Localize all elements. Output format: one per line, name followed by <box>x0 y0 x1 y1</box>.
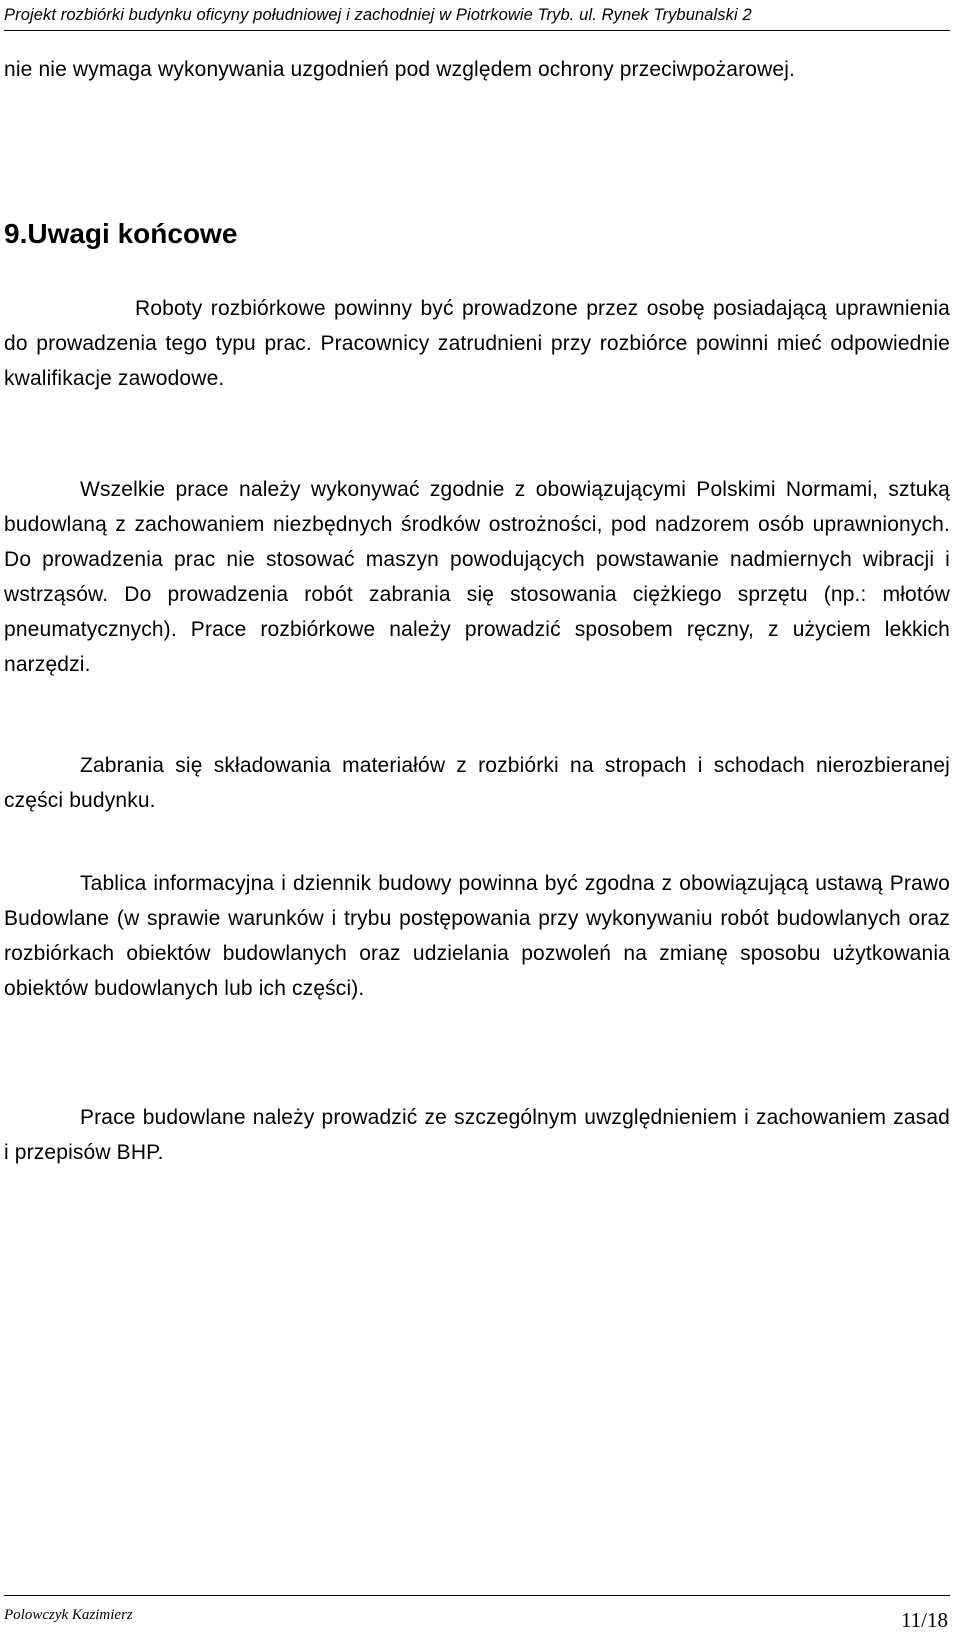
document-header: Projekt rozbiórki budynku oficyny południowej i zachodniej w Piotrkowie Tryb. ul. Rynek Trybunalski 2 <box>4 4 950 31</box>
footer-author: Polowczyk Kazimierz <box>4 1607 133 1623</box>
paragraph-2: Wszelkie prace należy wykonywać zgodnie z obowiązującymi Polskimi Normami, sztuką budowlaną z zachowaniem niezbędnych środków ostrożności, pod nadzorem osób uprawnionych. Do prowadzenia prac nie stosować maszyn powodujących powstawanie nadmiernych wibracji i wstrząsów. Do prowadzenia robót zabrania się stosowania ciężkiego sprzętu (np.: młotów pneumatycznych). Prace rozbiórkowe należy prowadzić sposobem ręczny, z użyciem lekkich narzędzi. <box>4 478 950 676</box>
section-heading: 9.Uwagi końcowe <box>4 218 238 249</box>
paragraph-4: Tablica informacyjna i dziennik budowy powinna być zgodna z obowiązującą ustawą Prawo Budowlane (w sprawie warunków i trybu postępowania przy wykonywaniu robót budowlanych oraz rozbiórkach obiektów budowlanych oraz udzielania pozwoleń na zmianę sposobu użytkowania obiektów budowlanych lub ich części). <box>4 872 950 1000</box>
paragraph-3: Zabrania się składowania materiałów z rozbiórki na stropach i schodach nierozbieranej części budynku. <box>4 754 950 812</box>
page-number: 11/18 <box>900 1608 948 1632</box>
paragraph-1: Roboty rozbiórkowe powinny być prowadzone przez osobę posiadającą uprawnienia do prowadzenia tego typu prac. Pracownicy zatrudnieni przy rozbiórce powinni mieć odpowiednie kwalifikacje zawodowe. <box>4 297 950 390</box>
footer-divider <box>4 1595 950 1596</box>
paragraph-5: Prace budowlane należy prowadzić ze szczególnym uwzględnieniem i zachowaniem zasad i przepisów BHP. <box>4 1106 950 1164</box>
intro-paragraph: nie nie wymaga wykonywania uzgodnień pod względem ochrony przeciwpożarowej. <box>4 58 796 81</box>
